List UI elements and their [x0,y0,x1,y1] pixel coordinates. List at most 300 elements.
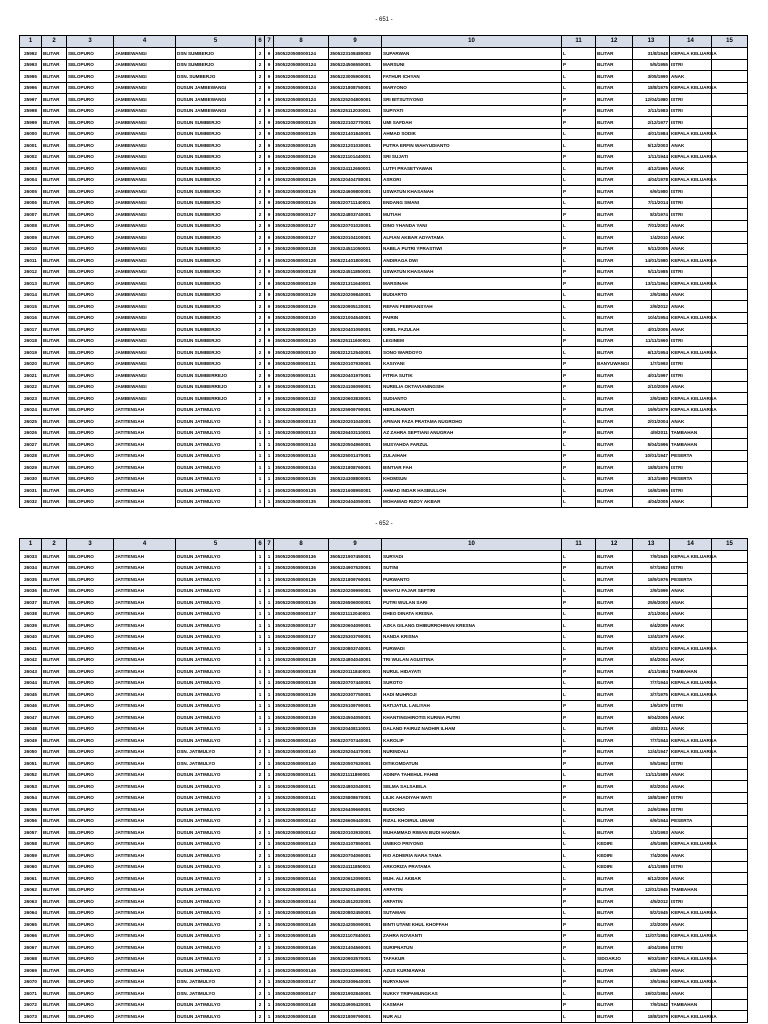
cell-no: 25995 [20,71,42,83]
cell-hubungan: ISTRI [670,562,712,574]
cell-alamat: DUSUN JATIMULYO [176,473,256,485]
cell-no-kk: 3505220508000139 [274,723,329,735]
cell-kabupaten: BLITAR [42,896,67,908]
cell-nama: AZ ZAHRA SEPTIANI ANUGRAH [382,427,562,439]
cell-rw: 2 [256,884,265,896]
cell-nik: 3505220201040001 [329,416,382,428]
cell-no: 26001 [20,140,42,152]
cell-nama: AFINAN FAZA PRATAMA NUGROHO [382,416,562,428]
column-header-3: 3 [67,36,114,48]
cell-kecamatan: SELOPURO [67,884,114,896]
cell-hubungan: ANAK [670,988,712,1000]
cell-keterangan [712,358,748,370]
cell-keterangan [712,439,748,451]
cell-hubungan: KEPALA KELUARGA [670,907,712,919]
table-row [20,243,748,255]
cell-desa: JAMBEWANGI [114,393,176,405]
cell-desa: JAMBEWANGI [114,289,176,301]
cell-desa: JATITENGAH [114,873,176,885]
cell-jenis-kelamin: L [562,496,596,508]
cell-rt: 1 [265,551,274,563]
cell-hubungan: ANAK [670,850,712,862]
cell-no-kk: 3505220508000139 [274,700,329,712]
cell-rw: 2 [256,999,265,1011]
cell-nik: 3505221101440001 [329,151,382,163]
cell-nama: LEGINEM [382,335,562,347]
column-header-14: 14 [670,539,712,551]
cell-desa: JATITENGAH [114,562,176,574]
cell-nik: 3505220903570001 [329,953,382,965]
cell-no: 26012 [20,266,42,278]
cell-desa: JAMBEWANGI [114,266,176,278]
cell-nik: 3505226403110001 [329,427,382,439]
cell-tempat-lahir: BLITAR [596,896,633,908]
cell-rt: 1 [265,473,274,485]
cell-nik: 3505220612090001 [329,873,382,885]
cell-kabupaten: BLITAR [42,585,67,597]
cell-jenis-kelamin: L [562,723,596,735]
cell-kabupaten: BLITAR [42,723,67,735]
cell-no-kk: 3505220508000133 [274,427,329,439]
cell-alamat: DUSUN SUMBERJO [176,278,256,290]
cell-rt: 1 [265,838,274,850]
cell-hubungan: ANAK [670,416,712,428]
cell-nama: HERLINAWATI [382,404,562,416]
cell-tempat-lahir: BLITAR [596,815,633,827]
cell-hubungan: KEPALA KELUARGA [670,82,712,94]
cell-nik: 3505224909420001 [329,999,382,1011]
cell-jenis-kelamin: L [562,620,596,632]
cell-alamat: DUSUN SUMBERJO [176,312,256,324]
cell-tanggal-lahir: 7/7/1944 [633,735,670,747]
cell-hubungan: ANAK [670,631,712,643]
cell-hubungan: ANAK [670,163,712,175]
cell-no: 26061 [20,873,42,885]
table-row [20,608,748,620]
cell-hubungan: ANAK [670,827,712,839]
cell-desa: JAMBEWANGI [114,370,176,382]
cell-no-kk: 3505220508000136 [274,574,329,586]
cell-desa: JATITENGAH [114,551,176,563]
cell-tanggal-lahir: 4/04/1978 [633,174,670,186]
cell-nama: SURYADI [382,551,562,563]
cell-keterangan [712,220,748,232]
cell-nik: 3505221404560001 [329,942,382,954]
cell-nik: 3505221809790001 [329,1011,382,1023]
cell-no: 26042 [20,654,42,666]
cell-alamat: DUSUN SUMBERJO [176,255,256,267]
table-row [20,289,748,301]
table-page-651 [19,35,748,508]
cell-tempat-lahir: BLITAR [596,59,633,71]
cell-no: 26043 [20,666,42,678]
cell-no-kk: 3505220508000137 [274,631,329,643]
cell-desa: JATITENGAH [114,677,176,689]
cell-rt: 1 [265,620,274,632]
cell-rw: 2 [256,393,265,405]
cell-kabupaten: BLITAR [42,804,67,816]
cell-alamat: DUSUN JATIMULYO [176,689,256,701]
cell-tanggal-lahir: 4/01/1997 [633,370,670,382]
cell-no: 26035 [20,574,42,586]
cell-alamat: DUSUN SUMBERJO [176,128,256,140]
cell-alamat: DUSUN SUMBERJO [176,243,256,255]
table-row [20,873,748,885]
cell-kabupaten: BLITAR [42,335,67,347]
cell-no: 26066 [20,930,42,942]
cell-no: 26050 [20,746,42,758]
cell-tempat-lahir: KEDIRI [596,861,633,873]
cell-rt: 1 [265,427,274,439]
cell-no-kk: 3505220508000142 [274,815,329,827]
cell-tanggal-lahir: 7/7/1944 [633,677,670,689]
cell-nik: 3505220707440001 [329,677,382,689]
cell-hubungan: KEPALA KELUARGA [670,347,712,359]
cell-kabupaten: BLITAR [42,712,67,724]
cell-kecamatan: SELOPURO [67,620,114,632]
cell-hubungan: ANAK [670,723,712,735]
cell-keterangan [712,758,748,770]
cell-nama: KAROLIP [382,735,562,747]
cell-alamat: DUSUN JATIMULYO [176,804,256,816]
cell-tanggal-lahir: 5/04/2005 [633,712,670,724]
cell-tempat-lahir: BLITAR [596,347,633,359]
cell-nik: 3505221112040001 [329,608,382,620]
cell-nama: REFAN FEBRIANSYAH [382,301,562,313]
cell-desa: JAMBEWANGI [114,128,176,140]
table-row [20,462,748,474]
cell-jenis-kelamin: L [562,197,596,209]
cell-kabupaten: BLITAR [42,151,67,163]
cell-no-kk: 3505220508000125 [274,140,329,152]
cell-alamat: DUSUN SUMBERREJO [176,381,256,393]
cell-kabupaten: BLITAR [42,278,67,290]
cell-jenis-kelamin: P [562,999,596,1011]
cell-tempat-lahir: BLITAR [596,197,633,209]
cell-rt: 1 [265,953,274,965]
table-row [20,381,748,393]
cell-rw: 2 [256,174,265,186]
cell-tanggal-lahir: 12/04/1980 [633,94,670,106]
cell-tanggal-lahir: 12/4/1947 [633,746,670,758]
cell-desa: JATITENGAH [114,942,176,954]
cell-tanggal-lahir: 6/9/1980 [633,186,670,198]
cell-no-kk: 3505220508000137 [274,608,329,620]
cell-no-kk: 3505220508000132 [274,393,329,405]
cell-rt: 1 [265,999,274,1011]
cell-alamat: DUSUN JATIMULYO [176,792,256,804]
cell-jenis-kelamin: L [562,128,596,140]
cell-rw: 2 [256,117,265,129]
table-row [20,485,748,497]
cell-alamat: DUSUN SUMBERJO [176,232,256,244]
cell-kecamatan: SELOPURO [67,919,114,931]
cell-jenis-kelamin: P [562,700,596,712]
cell-alamat: DUSUN JATIMULYO [176,677,256,689]
cell-hubungan: KEPALA KELUARGA [670,976,712,988]
cell-rt: 1 [265,965,274,977]
cell-alamat: DSN. JATIMULYO [176,988,256,1000]
cell-rt: 1 [265,907,274,919]
cell-nik: 3505221902840001 [329,988,382,1000]
cell-kecamatan: SELOPURO [67,896,114,908]
cell-nama: SUTINI [382,562,562,574]
cell-tempat-lahir: BLITAR [596,278,633,290]
cell-tempat-lahir: BLITAR [596,551,633,563]
cell-no-kk: 3505220508000130 [274,335,329,347]
cell-desa: JATITENGAH [114,585,176,597]
cell-nama: UMI SAFDAH [382,117,562,129]
cell-alamat: DUSUN JATIMULYO [176,439,256,451]
cell-kabupaten: BLITAR [42,450,67,462]
cell-desa: JAMBEWANGI [114,163,176,175]
cell-kecamatan: SELOPURO [67,597,114,609]
cell-jenis-kelamin: P [562,746,596,758]
cell-kecamatan: SELOPURO [67,186,114,198]
cell-no-kk: 3505220508000126 [274,151,329,163]
cell-nik: 3505220209990001 [329,585,382,597]
cell-rt: 9 [265,335,274,347]
cell-rt: 9 [265,48,274,60]
cell-keterangan [712,884,748,896]
cell-nama: NURUL HIDAYATI [382,666,562,678]
cell-kecamatan: SELOPURO [67,485,114,497]
table-row [20,827,748,839]
cell-kabupaten: BLITAR [42,815,67,827]
cell-keterangan [712,324,748,336]
cell-kecamatan: SELOPURO [67,999,114,1011]
cell-tempat-lahir: BLITAR [596,243,633,255]
cell-no: 26021 [20,370,42,382]
cell-kecamatan: SELOPURO [67,781,114,793]
cell-no-kk: 3505220508000136 [274,551,329,563]
cell-tanggal-lahir: 5/04/1996 [633,439,670,451]
cell-tanggal-lahir: 4/01/1984 [633,128,670,140]
table-row [20,186,748,198]
cell-hubungan: TAMBAHAN [670,427,712,439]
table-row [20,105,748,117]
cell-desa: JAMBEWANGI [114,243,176,255]
cell-rt: 9 [265,163,274,175]
cell-rw: 1 [256,439,265,451]
cell-nik: 3505220209840001 [329,289,382,301]
table-row [20,450,748,462]
cell-jenis-kelamin: P [562,105,596,117]
cell-rt: 1 [265,404,274,416]
column-header-2: 2 [42,36,67,48]
cell-kabupaten: BLITAR [42,105,67,117]
cell-tempat-lahir: BLITAR [596,654,633,666]
cell-kabupaten: BLITAR [42,597,67,609]
cell-desa: JAMBEWANGI [114,186,176,198]
cell-tanggal-lahir: 16/8/1995 [633,485,670,497]
cell-desa: JATITENGAH [114,427,176,439]
cell-nik: 3505221401800001 [329,255,382,267]
cell-nik: 3505220107930001 [329,358,382,370]
cell-keterangan [712,654,748,666]
cell-no: 26025 [20,416,42,428]
cell-no-kk: 3505220508000147 [274,976,329,988]
cell-alamat: DUSUN SUMBERJO [176,140,256,152]
cell-desa: JATITENGAH [114,907,176,919]
cell-nik: 3505220401970001 [329,370,382,382]
cell-tempat-lahir: BLITAR [596,562,633,574]
cell-tanggal-lahir: 11/07/1984 [633,930,670,942]
cell-no: 26030 [20,473,42,485]
cell-kecamatan: SELOPURO [67,631,114,643]
table-row [20,174,748,186]
table-row [20,404,748,416]
cell-kabupaten: BLITAR [42,930,67,942]
cell-kabupaten: BLITAR [42,163,67,175]
cell-alamat: DUSUN JATIMULYO [176,404,256,416]
cell-keterangan [712,712,748,724]
cell-alamat: DUSUN JATIMULYO [176,416,256,428]
cell-keterangan [712,965,748,977]
cell-rw: 2 [256,861,265,873]
cell-hubungan: ANAK [670,654,712,666]
cell-hubungan: KEPALA KELUARGA [670,930,712,942]
cell-tempat-lahir: BLITAR [596,94,633,106]
cell-keterangan [712,370,748,382]
cell-kecamatan: SELOPURO [67,381,114,393]
cell-desa: JAMBEWANGI [114,381,176,393]
cell-tempat-lahir: BLITAR [596,485,633,497]
cell-no: 26014 [20,289,42,301]
cell-no-kk: 3505220508000131 [274,381,329,393]
cell-alamat: DUSUN JATIMULYO [176,427,256,439]
cell-alamat: DUSUN JATIMULYO [176,942,256,954]
cell-no-kk: 3505220508000145 [274,907,329,919]
cell-tanggal-lahir: 2/9/1984 [633,289,670,301]
cell-nama: ASRORI [382,174,562,186]
cell-jenis-kelamin: L [562,861,596,873]
cell-tempat-lahir: BANYUWANGI [596,358,633,370]
cell-rw: 2 [256,907,265,919]
cell-no-kk: 3505220508000137 [274,643,329,655]
cell-nik: 3505221004540001 [329,312,382,324]
cell-alamat: DUSUN JATIMULYO [176,450,256,462]
cell-rt: 1 [265,450,274,462]
cell-kabupaten: BLITAR [42,562,67,574]
cell-nik: 3505222102770001 [329,117,382,129]
cell-no-kk: 3505220508000134 [274,462,329,474]
cell-tanggal-lahir: 3/05/1990 [633,71,670,83]
cell-kecamatan: SELOPURO [67,654,114,666]
table-row [20,919,748,931]
cell-rt: 9 [265,301,274,313]
cell-hubungan: ANAK [670,597,712,609]
cell-tempat-lahir: BLITAR [596,82,633,94]
cell-no: 26051 [20,758,42,770]
cell-jenis-kelamin: L [562,608,596,620]
cell-kecamatan: SELOPURO [67,209,114,221]
cell-rw: 2 [256,381,265,393]
cell-jenis-kelamin: P [562,884,596,896]
table-row [20,930,748,942]
cell-tempat-lahir: BLITAR [596,393,633,405]
cell-kecamatan: SELOPURO [67,873,114,885]
cell-hubungan: ISTRI [670,335,712,347]
cell-no: 26073 [20,1011,42,1023]
cell-desa: JAMBEWANGI [114,117,176,129]
cell-tanggal-lahir: 1/11/1944 [633,151,670,163]
table-row [20,804,748,816]
cell-tempat-lahir: BLITAR [596,700,633,712]
cell-desa: JATITENGAH [114,781,176,793]
cell-no: 26034 [20,562,42,574]
table-row [20,781,748,793]
cell-no: 26065 [20,919,42,931]
cell-kabupaten: BLITAR [42,94,67,106]
cell-nama: MARYONO [382,82,562,94]
cell-hubungan: PESERTA [670,473,712,485]
cell-rw: 1 [256,597,265,609]
cell-desa: JATITENGAH [114,930,176,942]
cell-tempat-lahir: BLITAR [596,404,633,416]
cell-tanggal-lahir: 2/9/2012 [633,301,670,313]
cell-rt: 1 [265,942,274,954]
cell-nik: 3505224205090001 [329,919,382,931]
cell-kabupaten: BLITAR [42,186,67,198]
cell-keterangan [712,140,748,152]
cell-tempat-lahir: SIDOARJO [596,953,633,965]
cell-jenis-kelamin: L [562,735,596,747]
cell-tanggal-lahir: 18/8/1975 [633,82,670,94]
cell-rw: 2 [256,220,265,232]
cell-kabupaten: BLITAR [42,654,67,666]
cell-nik: 3505220408110001 [329,723,382,735]
cell-keterangan [712,999,748,1011]
cell-tanggal-lahir: 4/5/2012 [633,896,670,908]
cell-no-kk: 3505220508000138 [274,677,329,689]
cell-nik: 3505220401050001 [329,324,382,336]
cell-desa: JATITENGAH [114,712,176,724]
cell-jenis-kelamin: P [562,792,596,804]
cell-no-kk: 3505220508000140 [274,758,329,770]
cell-rw: 2 [256,930,265,942]
cell-tempat-lahir: BLITAR [596,804,633,816]
cell-keterangan [712,485,748,497]
cell-tanggal-lahir: 6/4/2009 [633,620,670,632]
cell-alamat: DSN SUMBERJO [176,59,256,71]
cell-rt: 1 [265,700,274,712]
cell-hubungan: ISTRI [670,792,712,804]
cell-nik: 3505224504050001 [329,712,382,724]
cell-no-kk: 3505220508000128 [274,266,329,278]
cell-hubungan: KEPALA KELUARGA [670,746,712,758]
table-row [20,48,748,60]
cell-nama: SUROTO [382,677,562,689]
cell-alamat: DSN. JATIMULYO [176,746,256,758]
cell-no: 26002 [20,151,42,163]
cell-hubungan: KEPALA KELUARGA [670,953,712,965]
cell-hubungan: ISTRI [670,485,712,497]
cell-tempat-lahir: BLITAR [596,976,633,988]
cell-desa: JAMBEWANGI [114,324,176,336]
cell-tempat-lahir: BLITAR [596,631,633,643]
cell-hubungan: ANAK [670,71,712,83]
cell-keterangan [712,243,748,255]
cell-no-kk: 3505220508000141 [274,781,329,793]
cell-no-kk: 3505220508000145 [274,919,329,931]
cell-tanggal-lahir: 2/5/1999 [633,965,670,977]
cell-nama: MARSUNI [382,59,562,71]
cell-no-kk: 3505220508000142 [274,827,329,839]
cell-tempat-lahir: BLITAR [596,335,633,347]
cell-desa: JATITENGAH [114,700,176,712]
cell-jenis-kelamin: P [562,59,596,71]
